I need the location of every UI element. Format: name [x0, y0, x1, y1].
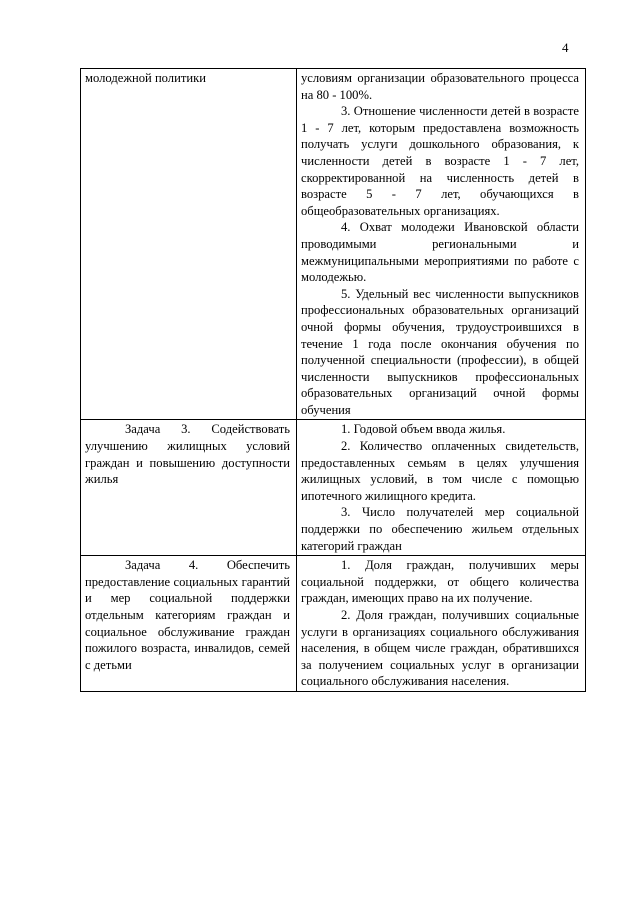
- table-row: [81, 69, 586, 420]
- task-text: Задача 4. Обеспечить предоставление социальных гарантий и мер социальной поддержки отдельным категориям граждан и социальное обслуживание граждан пожилого возраста, инвалидов, семей с детьми: [85, 558, 290, 672]
- task-cell: [81, 69, 297, 420]
- indicator-text: 4. Охват молодежи Ивановской области проводимыми региональными и межмуниципальными мероприятиями по работе с молодежью.: [301, 220, 579, 285]
- indicator-text: 3. Отношение численности детей в возрасте 1 - 7 лет, которым предоставлена возможность получать услуги дошкольного образования, к численности детей в возрасте 1 - 7 лет, скорректированной на численность детей в возрасте 5 - 7 лет, обучающихся в общеобразовательных организациях.: [301, 104, 579, 218]
- indicators-cell: [297, 69, 586, 420]
- indicators-cell: [297, 556, 586, 692]
- task-cell: [81, 420, 297, 556]
- task-text: Задача 3. Содействовать улучшению жилищных условий граждан и повышению доступности жилья: [85, 422, 290, 487]
- indicator-text: 1. Годовой объем ввода жилья.: [341, 422, 506, 437]
- task-cell: [81, 556, 297, 692]
- indicator-text: условиям организации образовательного процесса на 80 - 100%.: [301, 71, 579, 102]
- indicator-text: 2. Доля граждан, получивших социальные услуги в организациях социального обслуживания населения, в общем числе граждан, обратившихся за получением социальных услуг в организации социального обслуживания населения.: [301, 608, 579, 689]
- indicator-text: 5. Удельный вес численности выпускников профессиональных образовательных организаций очной формы обучения, трудоустроившихся в течение 1 года после окончания обучения по полученной специальности (профессии), в общей численности выпускников профессиональных образовательных организаций очной формы обучения: [301, 286, 579, 417]
- indicators-table: [80, 68, 586, 692]
- page-number: 4: [562, 40, 569, 55]
- indicator-text: 3. Число получателей мер социальной поддержки по обеспечению жильем отдельных категорий граждан: [301, 505, 579, 553]
- indicator-text: 1. Доля граждан, получивших меры социальной поддержки, от общего количества граждан, имеющих право на их получение.: [301, 558, 579, 606]
- indicators-cell: [297, 420, 586, 556]
- indicator-text: 2. Количество оплаченных свидетельств, предоставленных семьям в целях улучшения жилищных условий, в том числе с помощью ипотечного жилищного кредита.: [301, 439, 579, 503]
- task-text: молодежной политики: [85, 71, 206, 85]
- table-row: [81, 420, 586, 556]
- table-row: [81, 556, 586, 692]
